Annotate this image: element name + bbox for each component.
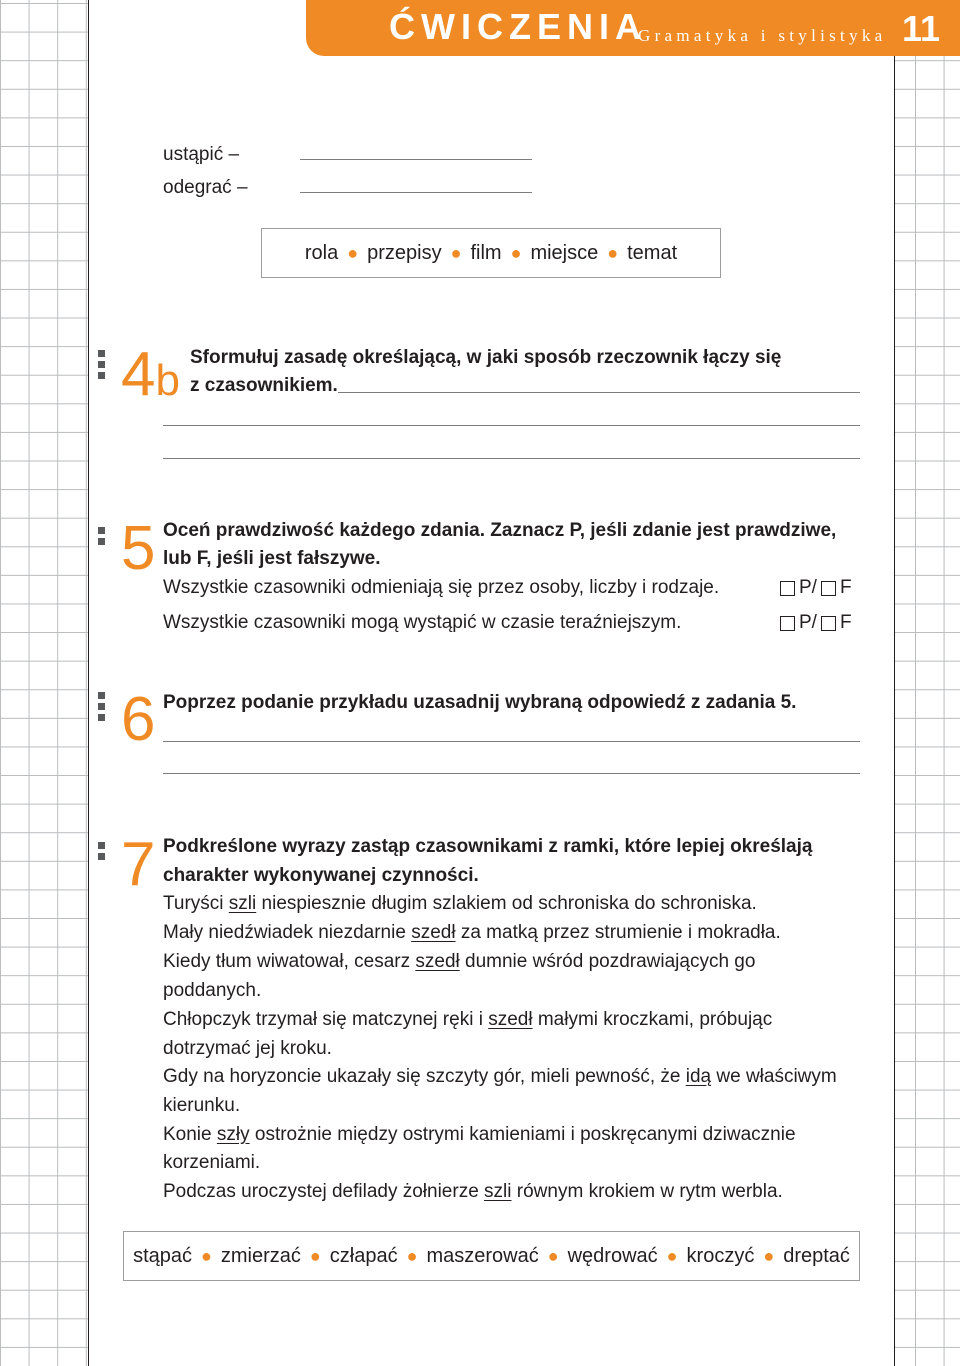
word: rola	[304, 241, 339, 264]
word-box	[261, 228, 721, 278]
exercise-instruction: lub F, jeśli jest fałszywe.	[163, 548, 381, 569]
sentence-text: Konie	[163, 1124, 217, 1145]
sentence-continuation: dotrzymać jej kroku.	[163, 1038, 332, 1059]
false-label: F	[839, 612, 852, 633]
true-false-choice	[780, 577, 852, 599]
word: miejsce	[530, 241, 599, 264]
bullet-icon: ●	[347, 242, 359, 263]
false-label: F	[839, 577, 852, 598]
true-checkbox[interactable]	[780, 581, 795, 596]
bullet-icon: ●	[607, 242, 619, 263]
sentence	[163, 1066, 837, 1088]
sentence-text: niespiesznie długim szlakiem od schroniska do schroniska.	[256, 893, 757, 914]
exercise-number: 6	[121, 685, 156, 754]
bullet-icon: ●	[201, 1245, 212, 1266]
answer-line[interactable]	[300, 159, 532, 160]
answer-line[interactable]	[338, 392, 860, 393]
answer-line[interactable]	[300, 192, 532, 193]
statement: Wszystkie czasowniki mogą wystąpić w czasie teraźniejszym.	[163, 612, 682, 633]
sentence-text: Chłopczyk trzymał się matczynej ręki i	[163, 1009, 489, 1030]
sentence-continuation: kierunku.	[163, 1095, 241, 1116]
underlined-word: szły	[216, 1124, 250, 1145]
header-title: ĆWICZENIA	[389, 6, 647, 47]
underlined-word: szli	[228, 893, 257, 914]
word: zmierzać	[220, 1244, 301, 1267]
word-box	[123, 1231, 860, 1281]
sentence-text: dumnie wśród pozdrawiających go	[459, 951, 756, 972]
sentence-text: Mały niedźwiadek niezdarnie	[163, 922, 412, 943]
bullet-icon: ●	[666, 1245, 678, 1266]
sentence-text: małymi kroczkami, próbując	[532, 1009, 773, 1030]
sentence	[163, 951, 755, 973]
word: przepisy	[367, 241, 442, 264]
exercise-instruction: Oceń prawdziwość każdego zdania. Zaznacz P, jeśli zdanie jest prawdziwe,	[163, 520, 837, 541]
exercise-instruction: Podkreślone wyrazy zastąp czasownikami z ramki, które lepiej określają	[163, 836, 813, 857]
sentence-text: za matką przez strumienie i mokradła.	[455, 922, 781, 943]
underlined-word: szedł	[415, 951, 460, 972]
word: temat	[627, 241, 678, 264]
false-checkbox[interactable]	[821, 581, 836, 596]
sentence-text: Podczas uroczystej defilady żołnierze	[163, 1181, 485, 1202]
word: kroczyć	[686, 1244, 755, 1267]
sentence-text: Kiedy tłum wiwatował, cesarz	[163, 951, 416, 972]
sentence-text: we właściwym	[711, 1066, 837, 1087]
true-label: P/	[799, 612, 817, 633]
underlined-word: idą	[685, 1066, 712, 1087]
word: dreptać	[783, 1244, 850, 1267]
word: wędrować	[567, 1244, 658, 1267]
bullet-icon: ●	[547, 1245, 559, 1266]
statement: Wszystkie czasowniki odmieniają się przez osoby, liczby i rodzaje.	[163, 577, 720, 598]
false-checkbox[interactable]	[821, 616, 836, 631]
word: maszerować	[426, 1244, 539, 1267]
bullet-icon: ●	[406, 1245, 418, 1266]
underlined-word: szedł	[411, 922, 456, 943]
exercise-number	[121, 340, 180, 409]
bullet-icon: ●	[450, 242, 462, 263]
sentence-text: ostrożnie między ostrymi kamieniami i poskręcanymi dziwacznie	[249, 1124, 796, 1145]
answer-line[interactable]	[163, 773, 860, 774]
item-label: odegrać –	[163, 177, 248, 198]
difficulty-marker-icon	[98, 842, 105, 864]
true-label: P/	[799, 577, 817, 598]
page-header	[306, 0, 960, 56]
exercise-number: 5	[121, 514, 156, 583]
bullet-icon: ●	[309, 1245, 321, 1266]
sentence-continuation: korzeniami.	[163, 1152, 261, 1173]
exercise-number-digit: 4	[121, 340, 156, 409]
sentence	[163, 893, 757, 915]
page-number: 11	[902, 8, 941, 49]
exercise-instruction: Poprzez podanie przykładu uzasadnij wybraną odpowiedź z zadania 5.	[163, 692, 797, 713]
answer-line[interactable]	[163, 425, 860, 426]
sentence	[163, 922, 781, 944]
exercise-number-suffix: b	[155, 356, 180, 405]
exercise-instruction: z czasownikiem.	[190, 375, 338, 396]
exercise-instruction: charakter wykonywanej czynności.	[163, 865, 479, 886]
bullet-icon: ●	[763, 1245, 775, 1266]
bullet-icon: ●	[510, 242, 522, 263]
difficulty-marker-icon	[98, 692, 105, 725]
underlined-word: szedł	[488, 1009, 533, 1030]
exercise-instruction: Sformułuj zasadę określającą, w jaki sposób rzeczownik łączy się	[190, 347, 782, 368]
item-label: ustąpić –	[163, 144, 240, 165]
sentence-continuation: poddanych.	[163, 980, 262, 1001]
sentence-text: Gdy na horyzoncie ukazały się szczyty gór, mieli pewność, że	[163, 1066, 686, 1087]
word: człapać	[329, 1244, 398, 1267]
exercise-number: 7	[121, 830, 156, 899]
sentence	[163, 1181, 783, 1203]
word: film	[470, 241, 502, 264]
sentence	[163, 1124, 796, 1146]
underlined-word: szli	[484, 1181, 512, 1202]
header-subtitle: Gramatyka i stylistyka	[638, 26, 887, 45]
true-checkbox[interactable]	[780, 616, 795, 631]
answer-line[interactable]	[163, 741, 860, 742]
difficulty-marker-icon	[98, 350, 105, 383]
sentence-text: równym krokiem w rytm werbla.	[511, 1181, 783, 1202]
sentence-text: Turyści	[163, 893, 229, 914]
word: stąpać	[133, 1244, 193, 1267]
answer-line[interactable]	[163, 458, 860, 459]
difficulty-marker-icon	[98, 527, 105, 549]
sentence	[163, 1009, 772, 1031]
true-false-choice	[780, 612, 852, 634]
